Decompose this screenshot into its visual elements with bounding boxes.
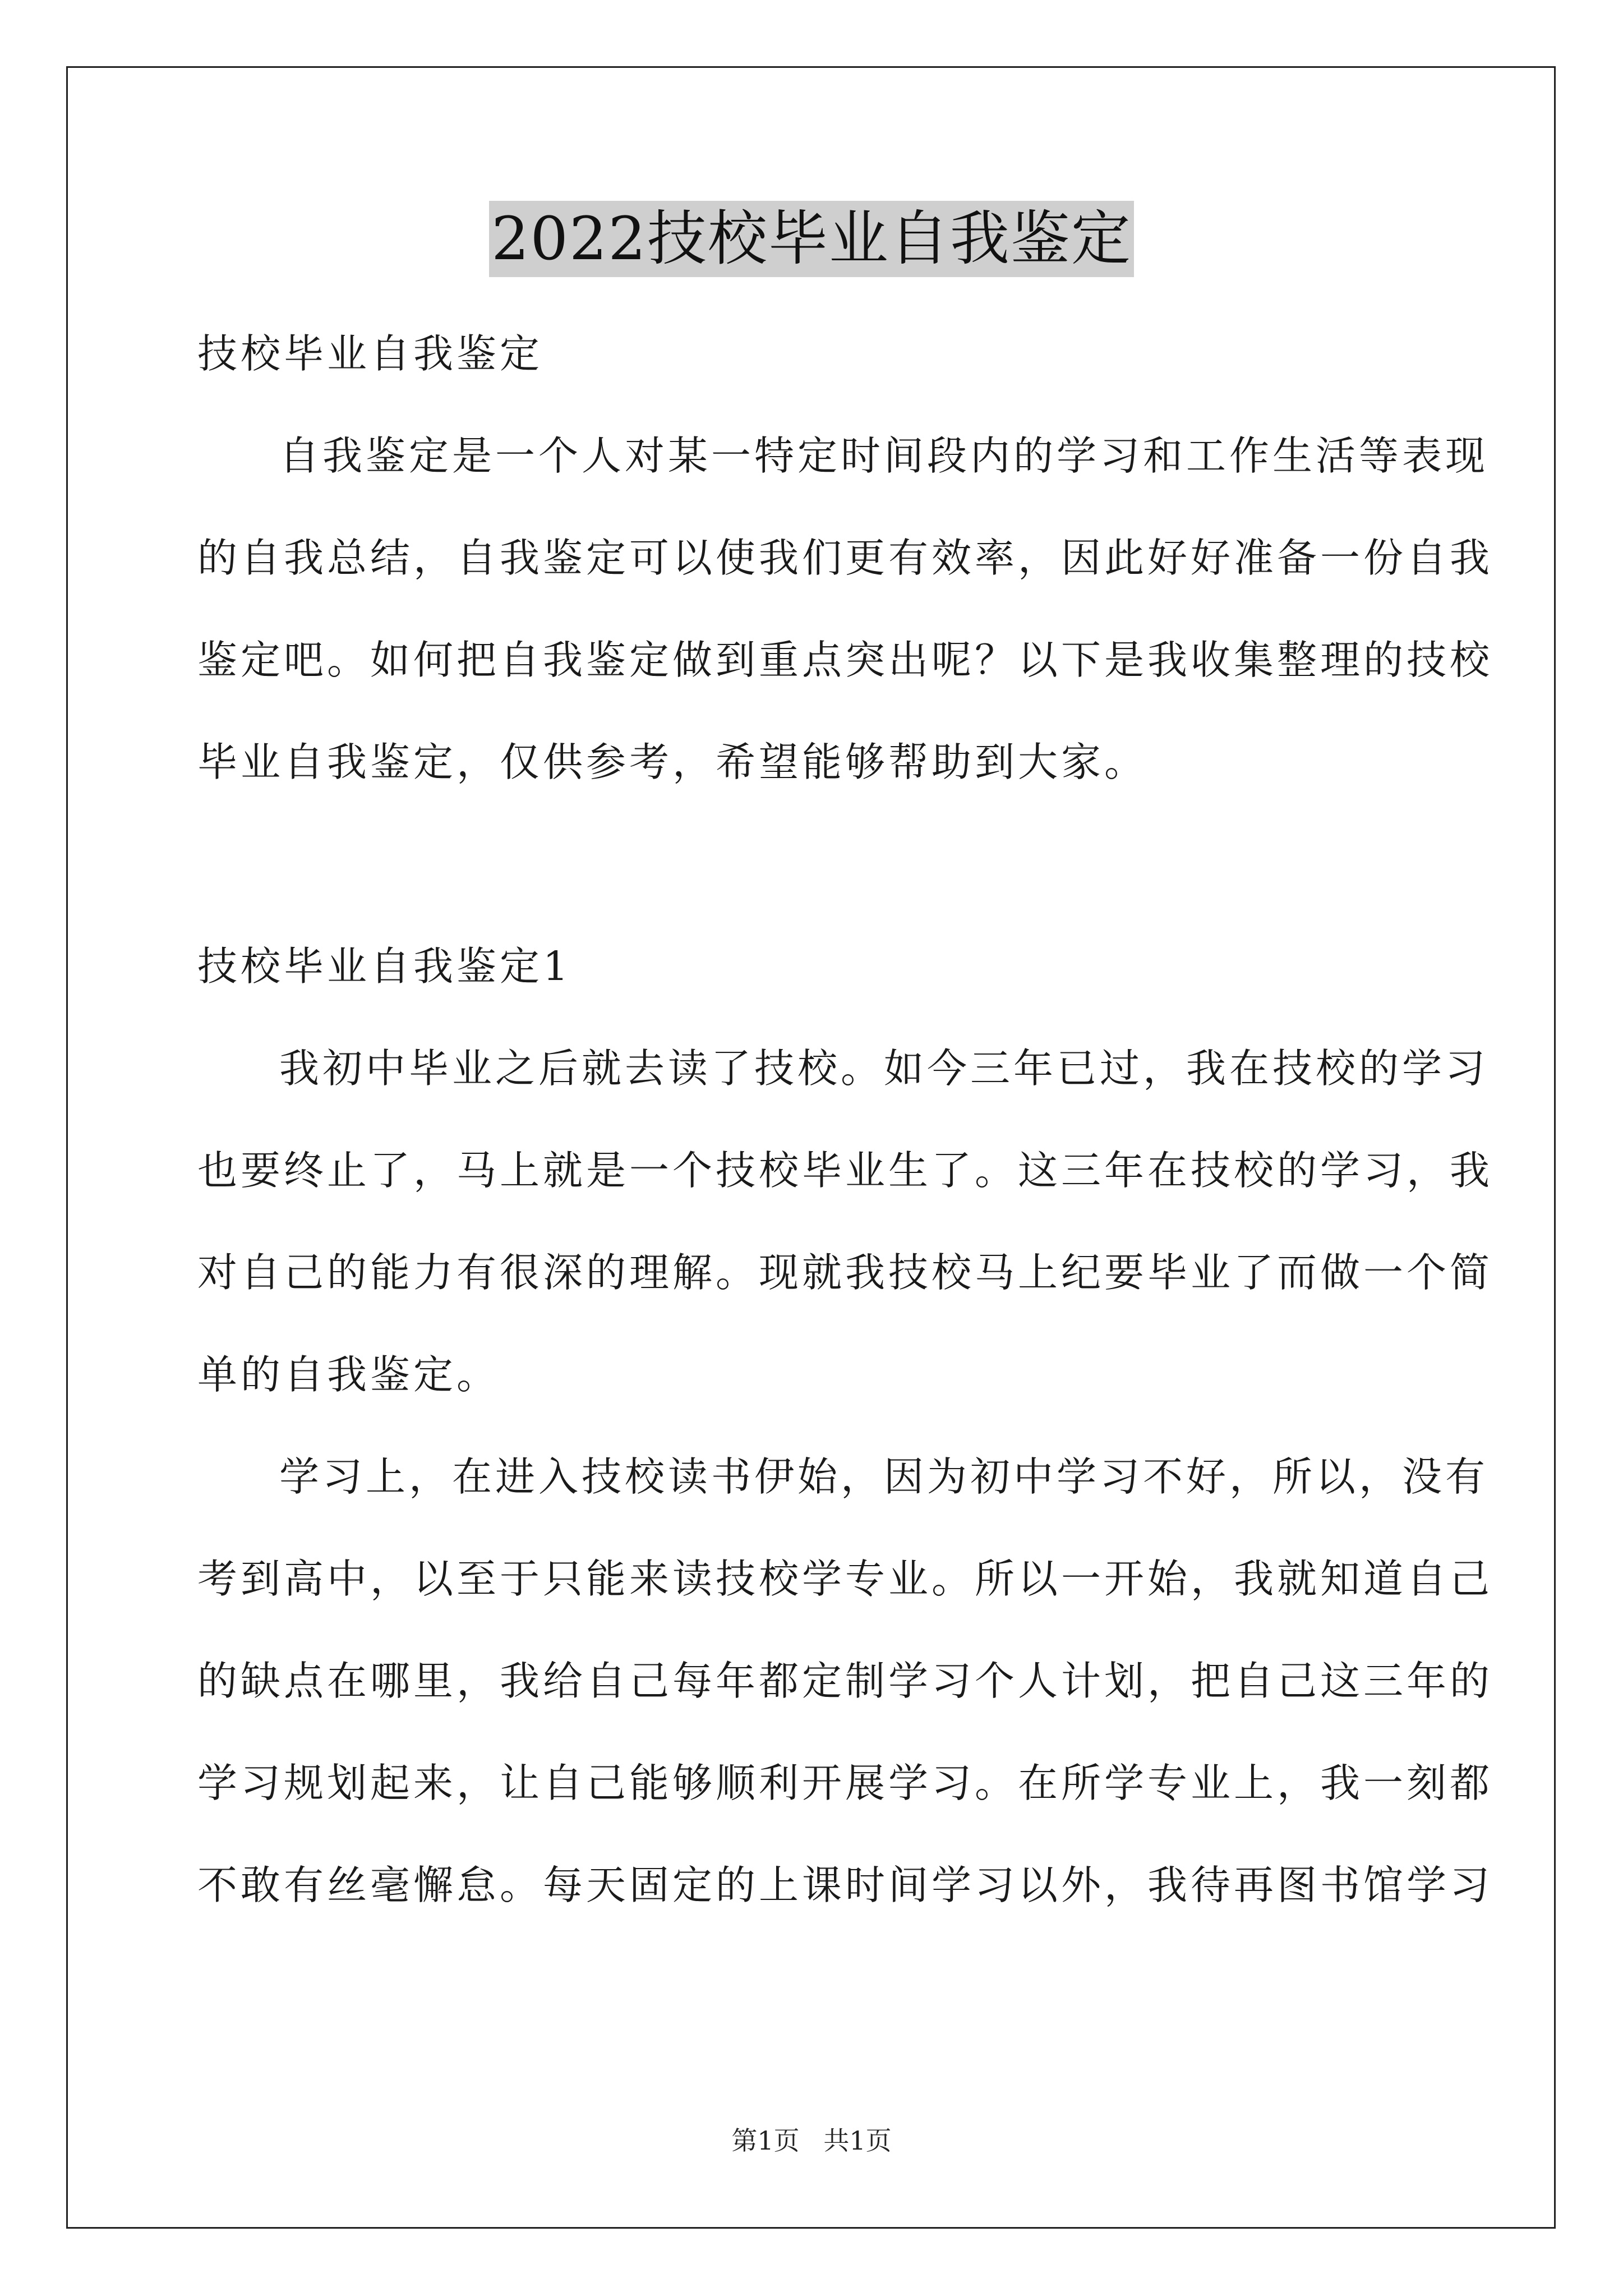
- paragraph-gap: [197, 813, 1431, 915]
- text-line: 毕业自我鉴定，仅供参考，希望能够帮助到大家。: [197, 739, 1148, 785]
- page-number: 第1页: [731, 2125, 800, 2156]
- text-line: 不敢有丝毫懈怠。每天固定的上课时间学习以外，我待再图书馆学习: [197, 1862, 1493, 1908]
- document-title: 2022技校毕业自我鉴定: [489, 201, 1134, 277]
- text-line: 我初中毕业之后就去读了技校。如今三年已过，我在技校的学习: [279, 1045, 1489, 1092]
- document-body: [197, 303, 1493, 1936]
- title-container: [0, 201, 1623, 277]
- text-line: 技校毕业自我鉴定: [197, 330, 543, 377]
- text-line: 考到高中，以至于只能来读技校学专业。所以一开始，我就知道自己: [197, 1556, 1493, 1602]
- text-line: 鉴定吧。如何把自我鉴定做到重点突出呢？以下是我收集整理的技校: [197, 637, 1493, 683]
- text-line: 单的自我鉴定。: [197, 1351, 500, 1398]
- text-line: 的自我总结，自我鉴定可以使我们更有效率，因此好好准备一份自我: [197, 535, 1493, 581]
- text-line: 也要终止了，马上就是一个技校毕业生了。这三年在技校的学习，我: [197, 1147, 1493, 1194]
- page-total: 共1页: [823, 2125, 892, 2156]
- text-line: 的缺点在哪里，我给自己每年都定制学习个人计划，把自己这三年的: [197, 1658, 1493, 1704]
- text-line: 学习上，在进入技校读书伊始，因为初中学习不好，所以，没有: [279, 1453, 1489, 1500]
- text-line: 技校毕业自我鉴定1: [197, 943, 572, 990]
- text-line: 对自己的能力有很深的理解。现就我技校马上纪要毕业了而做一个简: [197, 1249, 1493, 1296]
- text-line: 学习规划起来，让自己能够顺利开展学习。在所学专业上，我一刻都: [197, 1760, 1493, 1806]
- text-line: 自我鉴定是一个人对某一特定时间段内的学习和工作生活等表现: [279, 432, 1489, 479]
- page-footer: [0, 2120, 1623, 2157]
